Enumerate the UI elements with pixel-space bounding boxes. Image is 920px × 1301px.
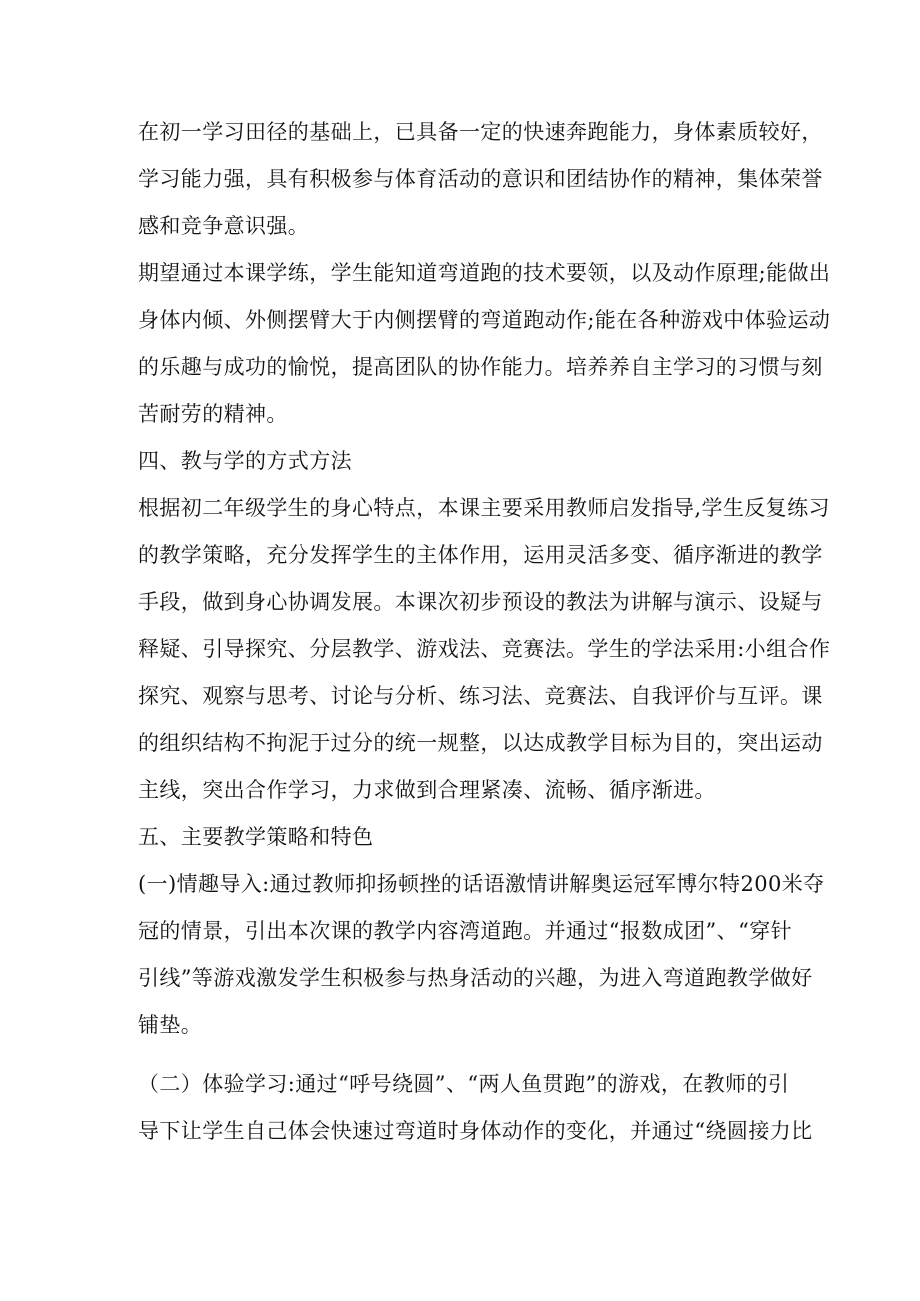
- text-line: 在初一学习田径的基础上，已具备一定的快速奔跑能力，身体素质较好，: [138, 120, 823, 144]
- text-line: 身体内倾、外侧摆臂大于内侧摆臂的弯道跑动作;能在各种游戏中体验运动: [138, 308, 831, 332]
- section-heading: 五、主要教学策略和特色: [138, 825, 374, 849]
- text-line: 引线”等游戏激发学生积极参与热身活动的兴趣，为进入弯道跑教学做好: [138, 966, 813, 990]
- text-line: 感和竞争意识强。: [138, 214, 310, 238]
- text-line: 学习能力强，具有积极参与体育活动的意识和团结协作的精神，集体荣誉: [138, 167, 823, 191]
- text-line: 铺垫。: [138, 1013, 203, 1037]
- text-line: 的教学策略，充分发挥学生的主体作用，运用灵活多变、循序渐进的教学: [138, 543, 823, 567]
- text-line: 期望通过本课学练，学生能知道弯道跑的技术要领，以及动作原理;能做出: [138, 261, 831, 285]
- paragraph-gap: [138, 1052, 798, 1064]
- text-line: （二）体验学习:通过“呼号绕圆”、“两人鱼贯跑”的游戏，在教师的引: [138, 1072, 790, 1096]
- text-line: 释疑、引导探究、分层教学、游戏法、竞赛法。学生的学法采用:小组合作: [138, 637, 831, 661]
- text-line: 冠的情景，引出本次课的教学内容湾道跑。并通过“报数成团”、“穿针: [138, 919, 793, 943]
- text-line: 导下让学生自己体会快速过弯道时身体动作的变化，并通过“绕圆接力比: [138, 1119, 813, 1143]
- text-line: 苦耐劳的精神。: [138, 402, 288, 426]
- text-line: 主线，突出合作学习，力求做到合理紧凑、流畅、循序渐进。: [138, 778, 716, 802]
- text-line: (一)情趣导入:通过教师抑扬顿挫的话语激情讲解奥运冠军博尔特200米夺: [138, 872, 825, 896]
- text-line: 根据初二年级学生的身心特点，本课主要采用教师启发指导,学生反复练习: [138, 496, 830, 520]
- text-line: 的乐趣与成功的愉悦，提高团队的协作能力。培养养自主学习的习惯与刻: [138, 355, 823, 379]
- text-line: 探究、观察与思考、讨论与分析、练习法、竞赛法、自我评价与互评。课: [138, 684, 823, 708]
- section-heading: 四、教与学的方式方法: [138, 449, 352, 473]
- document-body: [138, 112, 831, 1158]
- text-line: 的组织结构不拘泥于过分的统一规整，以达成教学目标为目的，突出运动: [138, 731, 823, 755]
- text-line: 手段，做到身心协调发展。本课次初步预设的教法为讲解与演示、设疑与: [138, 590, 823, 614]
